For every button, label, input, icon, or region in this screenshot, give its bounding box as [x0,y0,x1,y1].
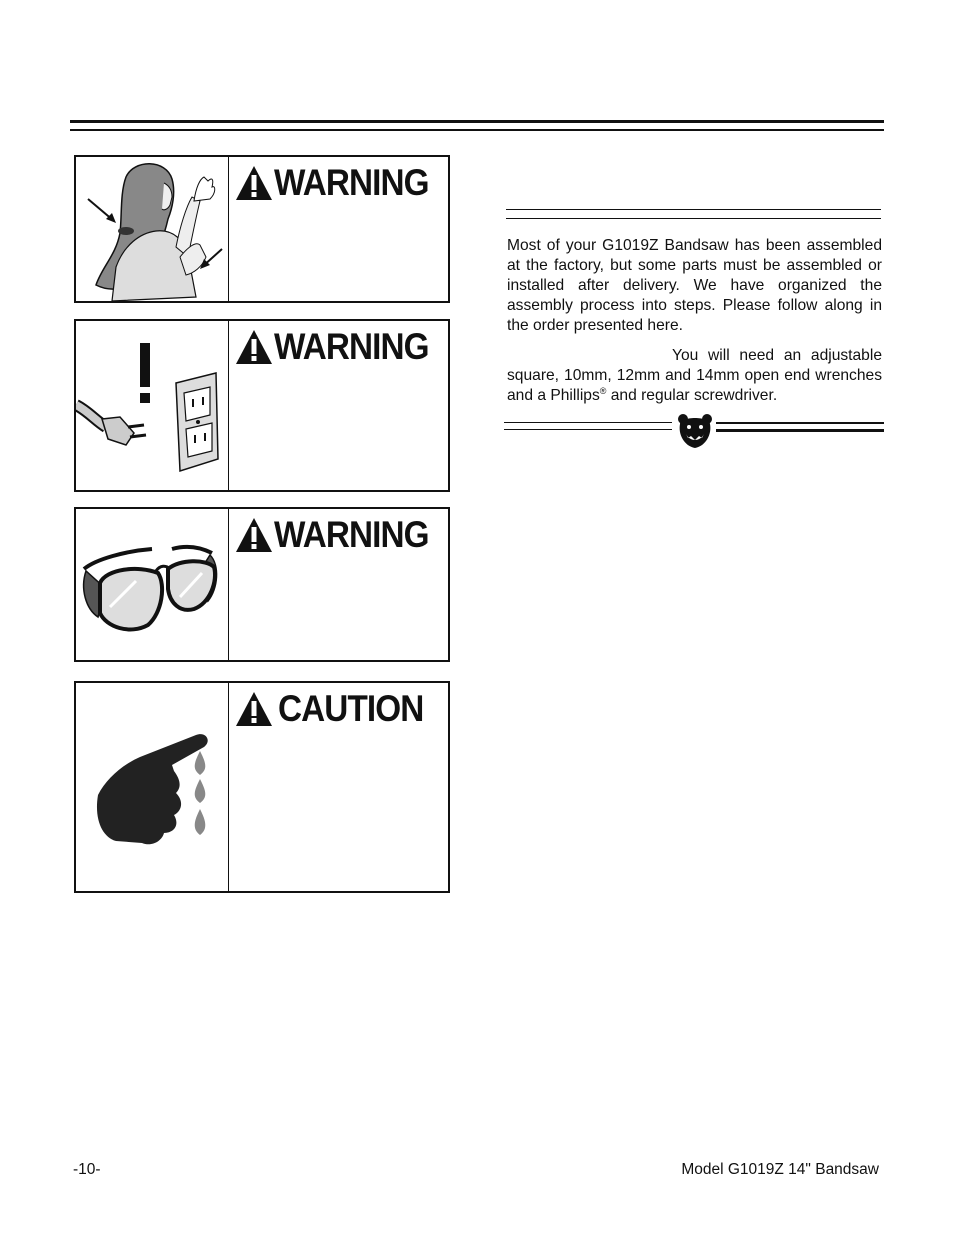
footer-model: Model G1019Z 14" Bandsaw [681,1161,879,1178]
warning-label: WARNING [274,162,429,203]
plug-outlet-icon [76,321,229,490]
warning-header [234,163,444,203]
alert-triangle-icon [234,689,274,729]
dripping-hand-icon [76,683,229,891]
alert-triangle-icon [234,327,274,367]
section-rule-top [506,209,881,210]
top-rule [70,120,884,123]
long-hair-icon [76,157,229,301]
warning-label: WARNING [274,326,429,367]
safety-glasses-icon [76,509,229,660]
warning-box-glasses [74,507,450,662]
warning-box-hair [74,155,450,303]
warning-label: WARNING [274,514,429,555]
page-number: -10- [73,1161,101,1178]
bear-divider [504,412,884,450]
alert-triangle-icon [234,163,274,203]
intro-paragraph: Most of your G1019Z Bandsaw has been assembled at the factory, but some parts must be assembled or installed after delivery. We have organized the assembly process into steps. Please follow along in the order presented here. [507,237,882,334]
tools-paragraph [507,346,882,406]
tools-text: You will need an adjustable square, 10mm, 12mm and 14mm open end wrenches and a Phillips [507,347,882,404]
alert-triangle-icon [234,515,274,555]
warning-header [234,515,444,555]
top-rule-thin [70,129,884,131]
warning-header [234,327,444,367]
registered-mark: ® [599,385,607,396]
caution-header [234,689,444,729]
section-rule-bottom [506,218,881,219]
caution-box-hand [74,681,450,893]
warning-box-plug [74,319,450,492]
bear-logo-icon [676,412,714,450]
tools-text-end: and regular screwdriver. [606,387,778,404]
caution-label: CAUTION [278,688,424,729]
